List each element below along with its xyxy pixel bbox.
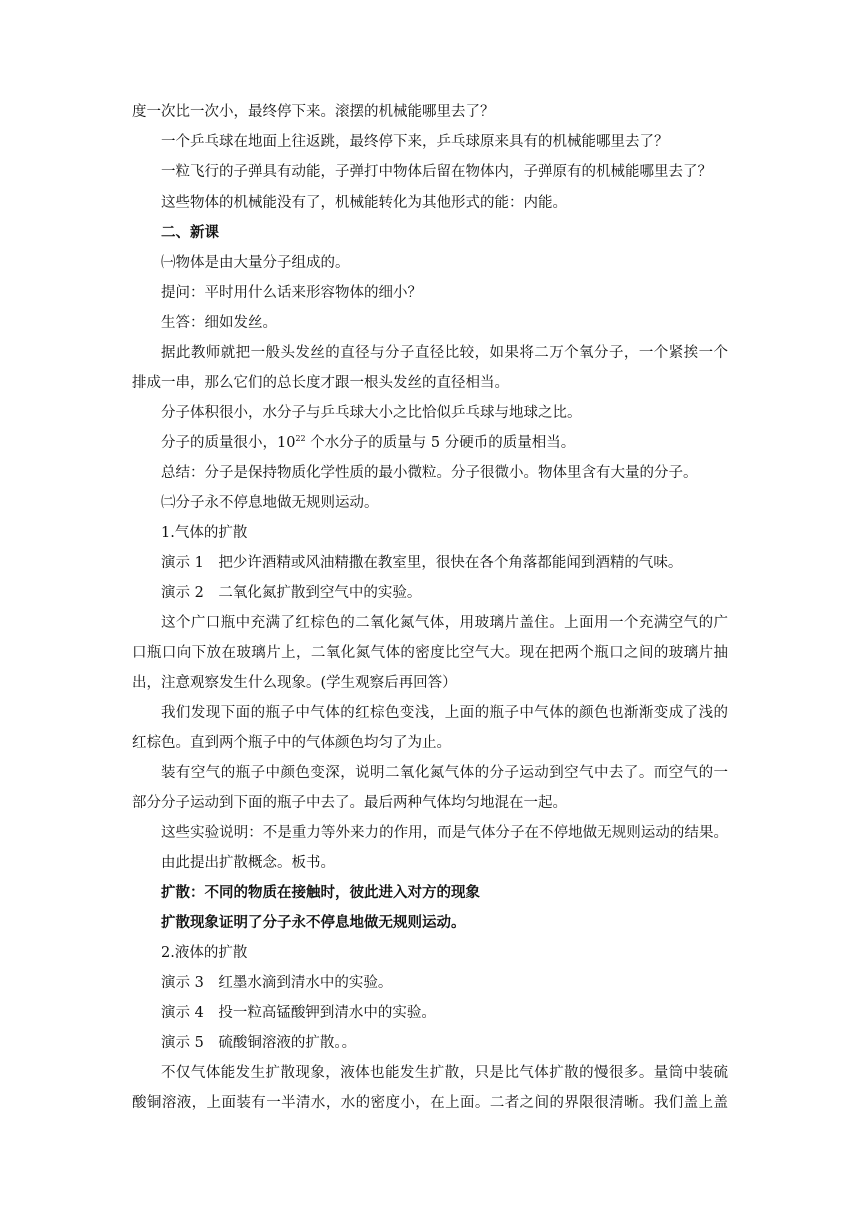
paragraph-line: 我们发现下面的瓶子中气体的红棕色变浅，上面的瓶子中气体的颜色也渐渐变成了浅的 bbox=[161, 705, 728, 721]
paragraph-line: 度一次比一次小，最终停下来。滚摆的机械能哪里去了？ bbox=[132, 104, 495, 120]
line-text-after-exponent: 个水分子的质量与 5 分硬币的质量相当。 bbox=[305, 435, 576, 451]
demo-line: 演示 2 二氧化氮扩散到空气中的实验。 bbox=[161, 585, 422, 601]
paragraph-line: 排成一串，那么它们的总长度才跟一根头发丝的直径相当。 bbox=[132, 375, 509, 391]
paragraph-line: 部分分子运动到下面的瓶子中去了。最后两种气体均匀地混在一起。 bbox=[132, 795, 567, 811]
sub-heading: 1.气体的扩散 bbox=[161, 525, 248, 541]
sub-heading: 2.液体的扩散 bbox=[161, 945, 248, 961]
paragraph-line: 不仅气体能发生扩散现象，液体也能发生扩散，只是比气体扩散的慢很多。量筒中装硫 bbox=[161, 1065, 728, 1081]
paragraph-line: 这些实验说明：不是重力等外来力的作用，而是气体分子在不停地做无规则运动的结果。 bbox=[161, 825, 728, 841]
paragraph-line: 提问：平时用什么话来形容物体的细小？ bbox=[161, 285, 422, 301]
paragraph-line: 一个乒乓球在地面上往返跳，最终停下来，乒乓球原来具有的机械能哪里去了？ bbox=[161, 134, 669, 150]
paragraph-line: 总结：分子是保持物质化学性质的最小微粒。分子很微小。物体里含有大量的分子。 bbox=[161, 465, 698, 481]
paragraph-line: 这个广口瓶中充满了红棕色的二氧化氮气体，用玻璃片盖住。上面用一个充满空气的广 bbox=[161, 615, 728, 631]
definition-line: 扩散：不同的物质在接触时，彼此进入对方的现象 bbox=[161, 884, 480, 901]
line-text-before-exponent: 分子的质量很小，10 bbox=[161, 435, 296, 451]
paragraph-line: 这些物体的机械能没有了，机械能转化为其他形式的能：内能。 bbox=[161, 195, 567, 211]
demo-line: 演示 1 把少许酒精或风油精撒在教室里，很快在各个角落都能闻到酒精的气味。 bbox=[161, 555, 683, 571]
paragraph-line-with-exponent bbox=[161, 434, 575, 452]
paragraph-line: 分子体积很小，水分子与乒乓球大小之比恰似乒乓球与地球之比。 bbox=[161, 405, 582, 421]
paragraph-line: 据此教师就把一般头发丝的直径与分子直径比较，如果将二万个氧分子，一个紧挨一个 bbox=[161, 345, 728, 361]
paragraph-line: 红棕色。直到两个瓶子中的气体颜色均匀了为止。 bbox=[132, 735, 451, 751]
demo-line: 演示 5 硫酸铜溶液的扩散。。 bbox=[161, 1035, 357, 1051]
paragraph-line: 装有空气的瓶子中颜色变深，说明二氧化氮气体的分子运动到空气中去了。而空气的一 bbox=[161, 765, 728, 781]
paragraph-line: 酸铜溶液，上面装有一半清水，水的密度小，在上面。二者之间的界限很清晰。我们盖上盖 bbox=[132, 1095, 728, 1111]
paragraph-line: 生答：细如发丝。 bbox=[161, 315, 277, 331]
conclusion-line: 扩散现象证明了分子永不停息地做无规则运动。 bbox=[161, 914, 466, 931]
demo-line: 演示 3 红墨水滴到清水中的实验。 bbox=[161, 975, 393, 991]
paragraph-line: 口瓶口向下放在玻璃片上，二氧化氮气体的密度比空气大。现在把两个瓶口之间的玻璃片抽 bbox=[132, 645, 728, 661]
paragraph-line: 出，注意观察发生什么现象。(学生观察后再回答） bbox=[132, 675, 457, 691]
paragraph-line: 由此提出扩散概念。板书。 bbox=[161, 855, 335, 871]
paragraph-line: 一粒飞行的子弹具有动能，子弹打中物体后留在物体内，子弹原有的机械能哪里去了？ bbox=[161, 164, 712, 180]
subsection-heading: ㈡分子永不停息地做无规则运动。 bbox=[161, 495, 379, 511]
exponent: 22 bbox=[295, 434, 306, 443]
section-heading: 二、新课 bbox=[161, 224, 219, 241]
subsection-heading: ㈠物体是由大量分子组成的。 bbox=[161, 255, 350, 271]
demo-line: 演示 4 投一粒高锰酸钾到清水中的实验。 bbox=[161, 1005, 436, 1021]
